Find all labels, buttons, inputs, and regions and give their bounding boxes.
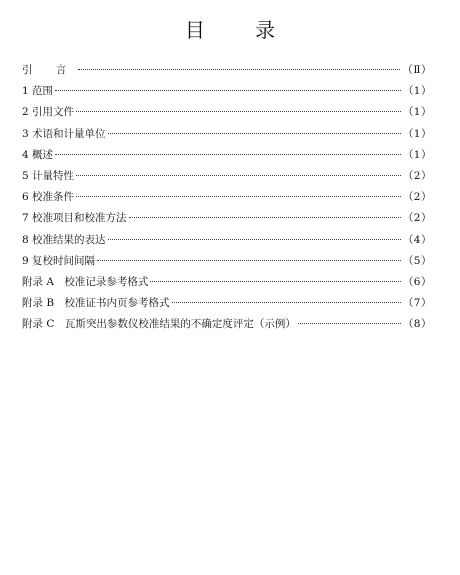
toc-entry-page: （7）	[402, 297, 432, 310]
toc-entry-scope[interactable]	[22, 81, 432, 102]
dot-leader	[55, 153, 401, 155]
toc-entry-appendix-a[interactable]	[22, 272, 432, 293]
toc-entry-page: （Ⅱ）	[402, 64, 432, 76]
dot-leader	[108, 132, 401, 134]
toc-entry-page: （2）	[402, 191, 432, 204]
dot-leader	[150, 280, 400, 282]
toc-entry-references[interactable]	[22, 102, 432, 123]
dot-leader	[298, 322, 401, 324]
toc-entry-label: 引 言	[22, 64, 77, 76]
toc-entry-page: （5）	[402, 254, 432, 267]
toc-entry-result-expression[interactable]	[22, 230, 432, 251]
toc-list	[22, 60, 432, 335]
toc-entry-label: 9 复校时间间隔	[22, 254, 96, 267]
toc-entry-page: （2）	[402, 169, 432, 182]
dot-leader	[78, 68, 400, 70]
toc-entry-overview[interactable]	[22, 145, 432, 166]
toc-entry-label: 4 概述	[22, 148, 54, 161]
toc-entry-appendix-b[interactable]	[22, 293, 432, 314]
toc-entry-label: 2 引用文件	[22, 106, 75, 119]
toc-entry-recalibration-interval[interactable]	[22, 251, 432, 272]
dot-leader	[76, 110, 401, 112]
toc-entry-label: 6 校准条件	[22, 191, 75, 204]
toc-entry-page: （1）	[402, 85, 432, 98]
toc-entry-page: （2）	[402, 212, 432, 225]
dot-leader	[172, 301, 401, 303]
dot-leader	[76, 174, 401, 176]
toc-entry-calibration-items-methods[interactable]	[22, 208, 432, 229]
toc-entry-introduction[interactable]	[22, 60, 432, 81]
dot-leader	[97, 259, 401, 261]
dot-leader	[108, 238, 401, 240]
toc-entry-label: 5 计量特性	[22, 169, 75, 182]
page-title: 目 录	[184, 18, 298, 42]
toc-entry-page: （6）	[402, 275, 432, 288]
toc-entry-label: 3 术语和计量单位	[22, 127, 106, 140]
toc-entry-calibration-conditions[interactable]	[22, 187, 432, 208]
toc-entry-page: （8）	[402, 318, 432, 331]
toc-entry-label: 附录 B 校准证书内页参考格式	[22, 297, 170, 310]
toc-entry-label: 附录 A 校准记录参考格式	[22, 275, 149, 288]
toc-entry-page: （1）	[402, 127, 432, 140]
toc-entry-terms-units[interactable]	[22, 124, 432, 145]
toc-entry-page: （1）	[402, 106, 432, 119]
toc-entry-label: 1 范围	[22, 85, 54, 98]
dot-leader	[76, 195, 401, 197]
toc-entry-appendix-c[interactable]	[22, 314, 432, 335]
toc-entry-page: （4）	[402, 233, 432, 246]
toc-entry-label: 8 校准结果的表达	[22, 233, 106, 246]
toc-entry-label: 7 校准项目和校准方法	[22, 212, 127, 225]
dot-leader	[129, 216, 401, 218]
dot-leader	[55, 89, 401, 91]
toc-entry-page: （1）	[402, 148, 432, 161]
toc-entry-label: 附录 C 瓦斯突出参数仪校准结果的不确定度评定（示例）	[22, 318, 296, 331]
toc-entry-metrological-characteristics[interactable]	[22, 166, 432, 187]
